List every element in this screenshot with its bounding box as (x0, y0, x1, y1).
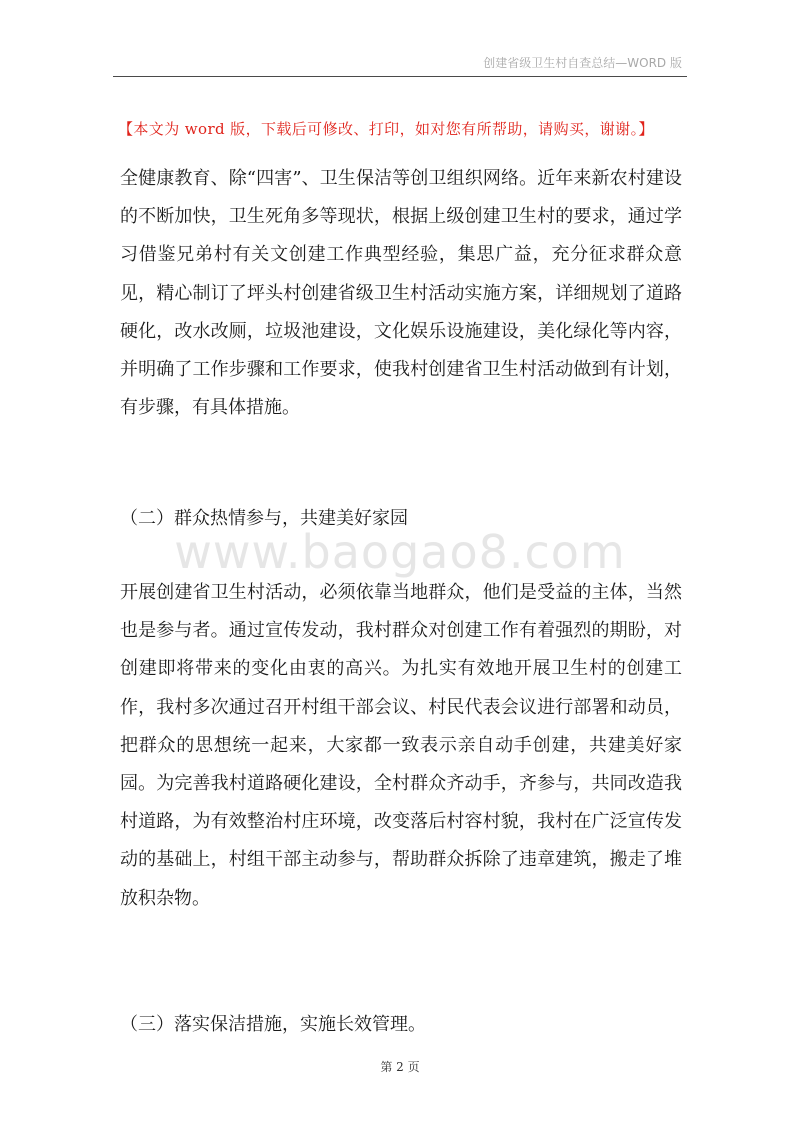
body-paragraph-2: 开展创建省卫生村活动，必须依靠当地群众，他们是受益的主体，当然也是参与者。通过宣传发动，我村群众对创建工作有着强烈的期盼，对创建即将带来的变化由衷的高兴。为扎实有效地开展卫生村的创建工作，我村多次通过召开村组干部会议、村民代表会议进行部署和动员，把群众的思想统一起来，大家都一致表示亲自动手创建，共建美好家园。为完善我村道路硬化建设，全村群众齐动手，齐参与，共同改造我村道路，为有效整治村庄环境，改变落后村容村貌，我村在广泛宣传发动的基础上，村组干部主动参与，帮助群众拆除了违章建筑，搬走了堆放积杂物。 (120, 582, 682, 909)
header-title: 创建省级卫生村自查总结—WORD 版 (483, 56, 682, 70)
purchase-notice: 【本文为 word 版，下载后可修改、打印，如对您有所帮助，请购买，谢谢。】 (118, 120, 654, 138)
body-paragraph-1: 全健康教育、除“四害”、卫生保洁等创卫组织网络。近年来新农村建设的不断加快，卫生死角多等现状，根据上级创建卫生村的要求，通过学习借鉴兄弟村有关文创建工作典型经验，集思广益，充分征求群众意见，精心制订了坪头村创建省级卫生村活动实施方案，详细规划了道路硬化，改水改厕，垃圾池建设，文化娱乐设施建设，美化绿化等内容，并明确了工作步骤和工作要求，使我村创建省卫生村活动做到有计划，有步骤，有具体措施。 (120, 168, 682, 419)
header-divider (113, 76, 687, 77)
section-heading-2: （二）群众热情参与，共建美好家园 (120, 508, 408, 529)
watermark: www.baogao8.com (174, 525, 626, 579)
page-number: 第 2 页 (380, 1060, 420, 1074)
section-heading-3: （三）落实保洁措施，实施长效管理。 (120, 1014, 426, 1035)
